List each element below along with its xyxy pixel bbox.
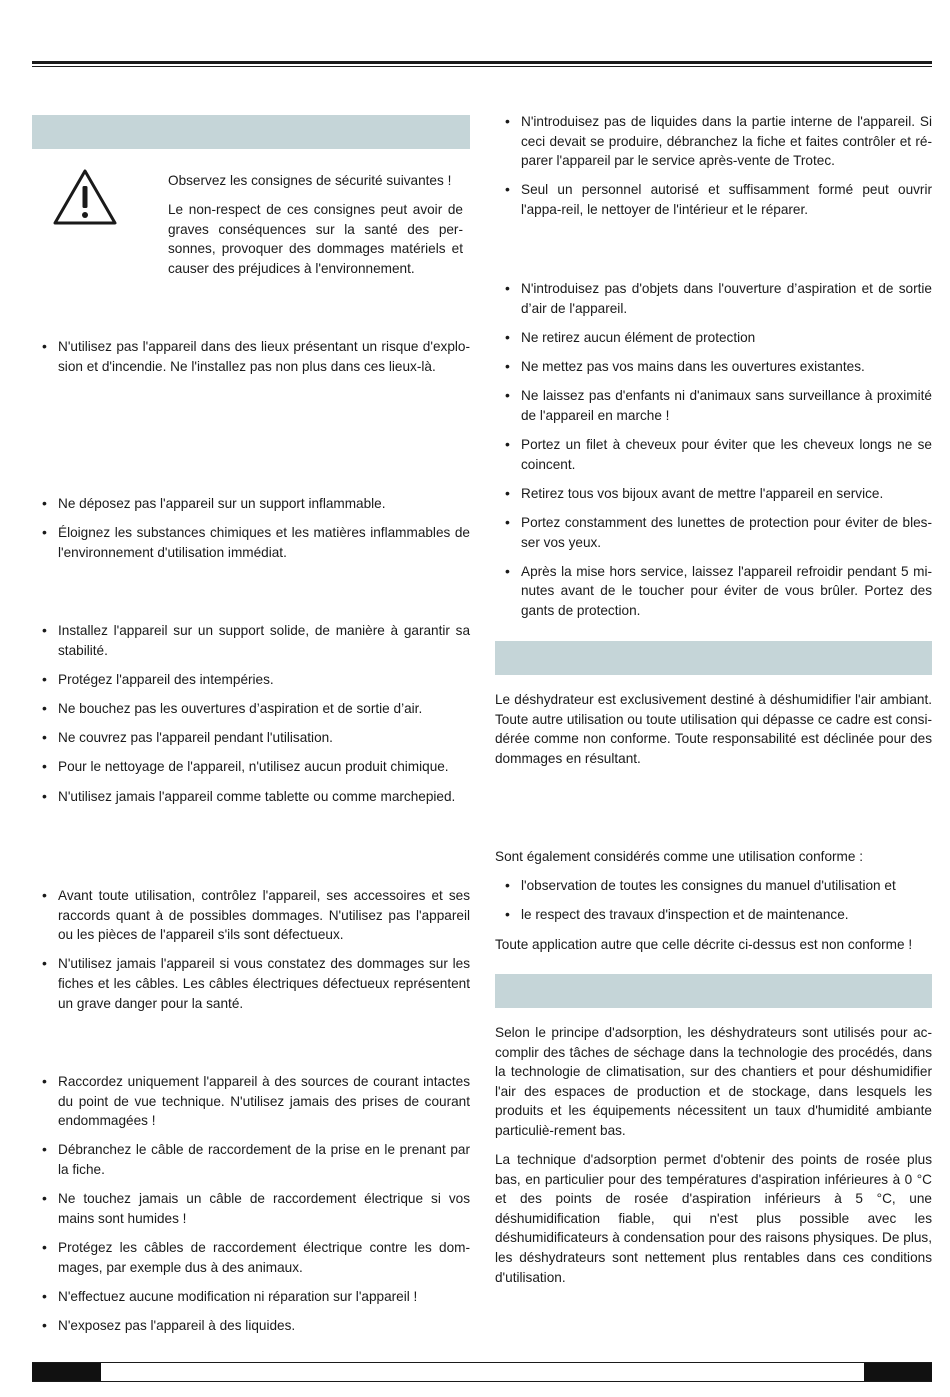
left-list-3 xyxy=(32,621,470,816)
list-item: • Ne laissez pas d'enfants ni d'animaux sans surveillance à proximité de l'appareil en marche ! xyxy=(495,386,932,425)
list-item: • Ne déposez pas l'appareil sur un support inflammable. xyxy=(32,494,470,514)
header-rule-thin xyxy=(32,66,932,67)
left-list-1 xyxy=(32,337,470,386)
right-list-2 xyxy=(495,279,932,630)
list-item: • Après la mise hors service, laissez l'appareil refroidir pendant 5 mi-nutes avant de le toucher pour éviter de vous brûler. Portez des gants de protection. xyxy=(495,562,932,621)
principle-paragraph-2: La technique d'adsorption permet d'obtenir des points de rosée plus bas, en particulier pour des températures d'aspiration inférieures à 0 °C et des points de rosée d'aspiration inférieurs à 5 °C, une déshumidification fiable, qui n'est plus possible avec les déshumidificateurs à condensation pour des raisons physiques. De plus, les déshydrateurs sont nettement plus rentables dans ces conditions d'utilisation. xyxy=(495,1152,932,1285)
conform-intro: Sont également considérés comme une utilisation conforme : xyxy=(495,849,863,864)
list-item: • N'exposez pas l'appareil à des liquides. xyxy=(32,1316,470,1336)
list-item: • Installez l'appareil sur un support solide, de manière à garantir sa stabilité. xyxy=(32,621,470,660)
warning-lead: Observez les consignes de sécurité suivantes ! xyxy=(168,173,452,188)
header-rule-thick xyxy=(32,61,932,64)
footer-block-left xyxy=(32,1363,101,1381)
list-item: • Éloignez les substances chimiques et les matières inflammables de l'environnement d'utilisation immédiat. xyxy=(32,523,470,562)
section-header-bar-safety xyxy=(32,115,470,149)
list-item: • N'introduisez pas de liquides dans la partie interne de l'appareil. Si ceci devait se produire, débranchez la fiche et faites contrôler et ré-parer l'appareil par le service après-vente de Trotec. xyxy=(495,112,932,171)
list-item: • Seul un personnel autorisé et suffisamment formé peut ouvrir l'appa-reil, le nettoyer de l'intérieur et le réparer. xyxy=(495,180,932,219)
list-item: • Débranchez le câble de raccordement de la prise en le prenant par la fiche. xyxy=(32,1140,470,1179)
list-item: • Ne touchez jamais un câble de raccordement électrique si vos mains sont humides ! xyxy=(32,1189,470,1228)
section-header-bar-principle xyxy=(495,974,932,1008)
list-item: • N'introduisez pas d'objets dans l'ouverture d’aspiration et de sortie d’air de l'appareil. xyxy=(495,279,932,318)
section-header-bar-usage xyxy=(495,641,932,675)
list-item: • N'utilisez pas l'appareil dans des lieux présentant un risque d'explo-sion et d'incendie. Ne l'installez pas non plus dans ces lieux-là. xyxy=(32,337,470,376)
principle-paragraph-1: Selon le principe d'adsorption, les déshydrateurs sont utilisés pour ac-complir des tâches de séchage dans la technologie des procédés, dans la technologie de climatisation, sur des chantiers et pour déshumidifier l'air des espaces de production et de stockage, dans lesquels les produits et les équipements nécessitent un taux d'humidité ambiante particuliè-rement bas. xyxy=(495,1025,932,1138)
list-item: • Ne retirez aucun élément de protection xyxy=(495,328,932,348)
usage-paragraph: Le déshydrateur est exclusivement destiné à déshumidifier l'air ambiant. Toute autre utilisation ou toute utilisation qui dépasse ce cadre est consi-dérée comme non conforme. Toute responsabilité est déclinée pour des dommages en résultant. xyxy=(495,692,932,766)
left-list-5 xyxy=(32,1072,470,1345)
list-item: • Pour le nettoyage de l'appareil, n'utilisez aucun produit chimique. xyxy=(32,757,470,777)
list-item: • N'utilisez jamais l'appareil si vous constatez des dommages sur les fiches et les câbles. Les câbles électriques défectueux représentent un grave danger pour la santé. xyxy=(32,954,470,1013)
list-item: • le respect des travaux d'inspection et de maintenance. xyxy=(495,905,932,925)
list-item: • Retirez tous vos bijoux avant de mettre l'appareil en service. xyxy=(495,484,932,504)
list-item: • Portez un filet à cheveux pour éviter que les cheveux longs ne se coincent. xyxy=(495,435,932,474)
list-item: • Ne couvrez pas l'appareil pendant l'utilisation. xyxy=(32,728,470,748)
list-item: • N'utilisez jamais l'appareil comme tablette ou comme marchepied. xyxy=(32,787,470,807)
warning-triangle-icon xyxy=(52,168,118,226)
list-item: • Portez constamment des lunettes de protection pour éviter de bles-ser vos yeux. xyxy=(495,513,932,552)
list-item: • Protégez les câbles de raccordement électrique contre les dom-mages, par exemple dus à des animaux. xyxy=(32,1238,470,1277)
list-item: • Ne mettez pas vos mains dans les ouvertures existantes. xyxy=(495,357,932,377)
conform-outro: Toute application autre que celle décrite ci-dessus est non conforme ! xyxy=(495,937,913,952)
conform-list xyxy=(495,876,932,934)
right-list-1 xyxy=(495,112,932,229)
footer-block-right xyxy=(864,1363,932,1381)
list-item: • l'observation de toutes les consignes du manuel d'utilisation et xyxy=(495,876,932,896)
list-item: • Avant toute utilisation, contrôlez l'appareil, ses accessoires et ses raccords quant à de possibles dommages. N'utilisez pas l'appareil ou les pièces de l'appareil s'ils sont défectueux. xyxy=(32,886,470,945)
footer-bar xyxy=(32,1362,932,1382)
list-item: • N'effectuez aucune modification ni réparation sur l'appareil ! xyxy=(32,1287,470,1307)
list-item: • Protégez l'appareil des intempéries. xyxy=(32,670,470,690)
list-item: • Raccordez uniquement l'appareil à des sources de courant intactes du point de vue technique. N'utilisez jamais des prises de courant endommagées ! xyxy=(32,1072,470,1131)
warning-body: Le non-respect de ces consignes peut avoir de graves conséquences sur la santé des per-sonnes, provoquer des dommages matériels et causer des préjudices à l'environnement. xyxy=(168,202,463,276)
left-list-2 xyxy=(32,494,470,572)
list-item: • Ne bouchez pas les ouvertures d’aspiration et de sortie d’air. xyxy=(32,699,470,719)
left-list-4 xyxy=(32,886,470,1023)
